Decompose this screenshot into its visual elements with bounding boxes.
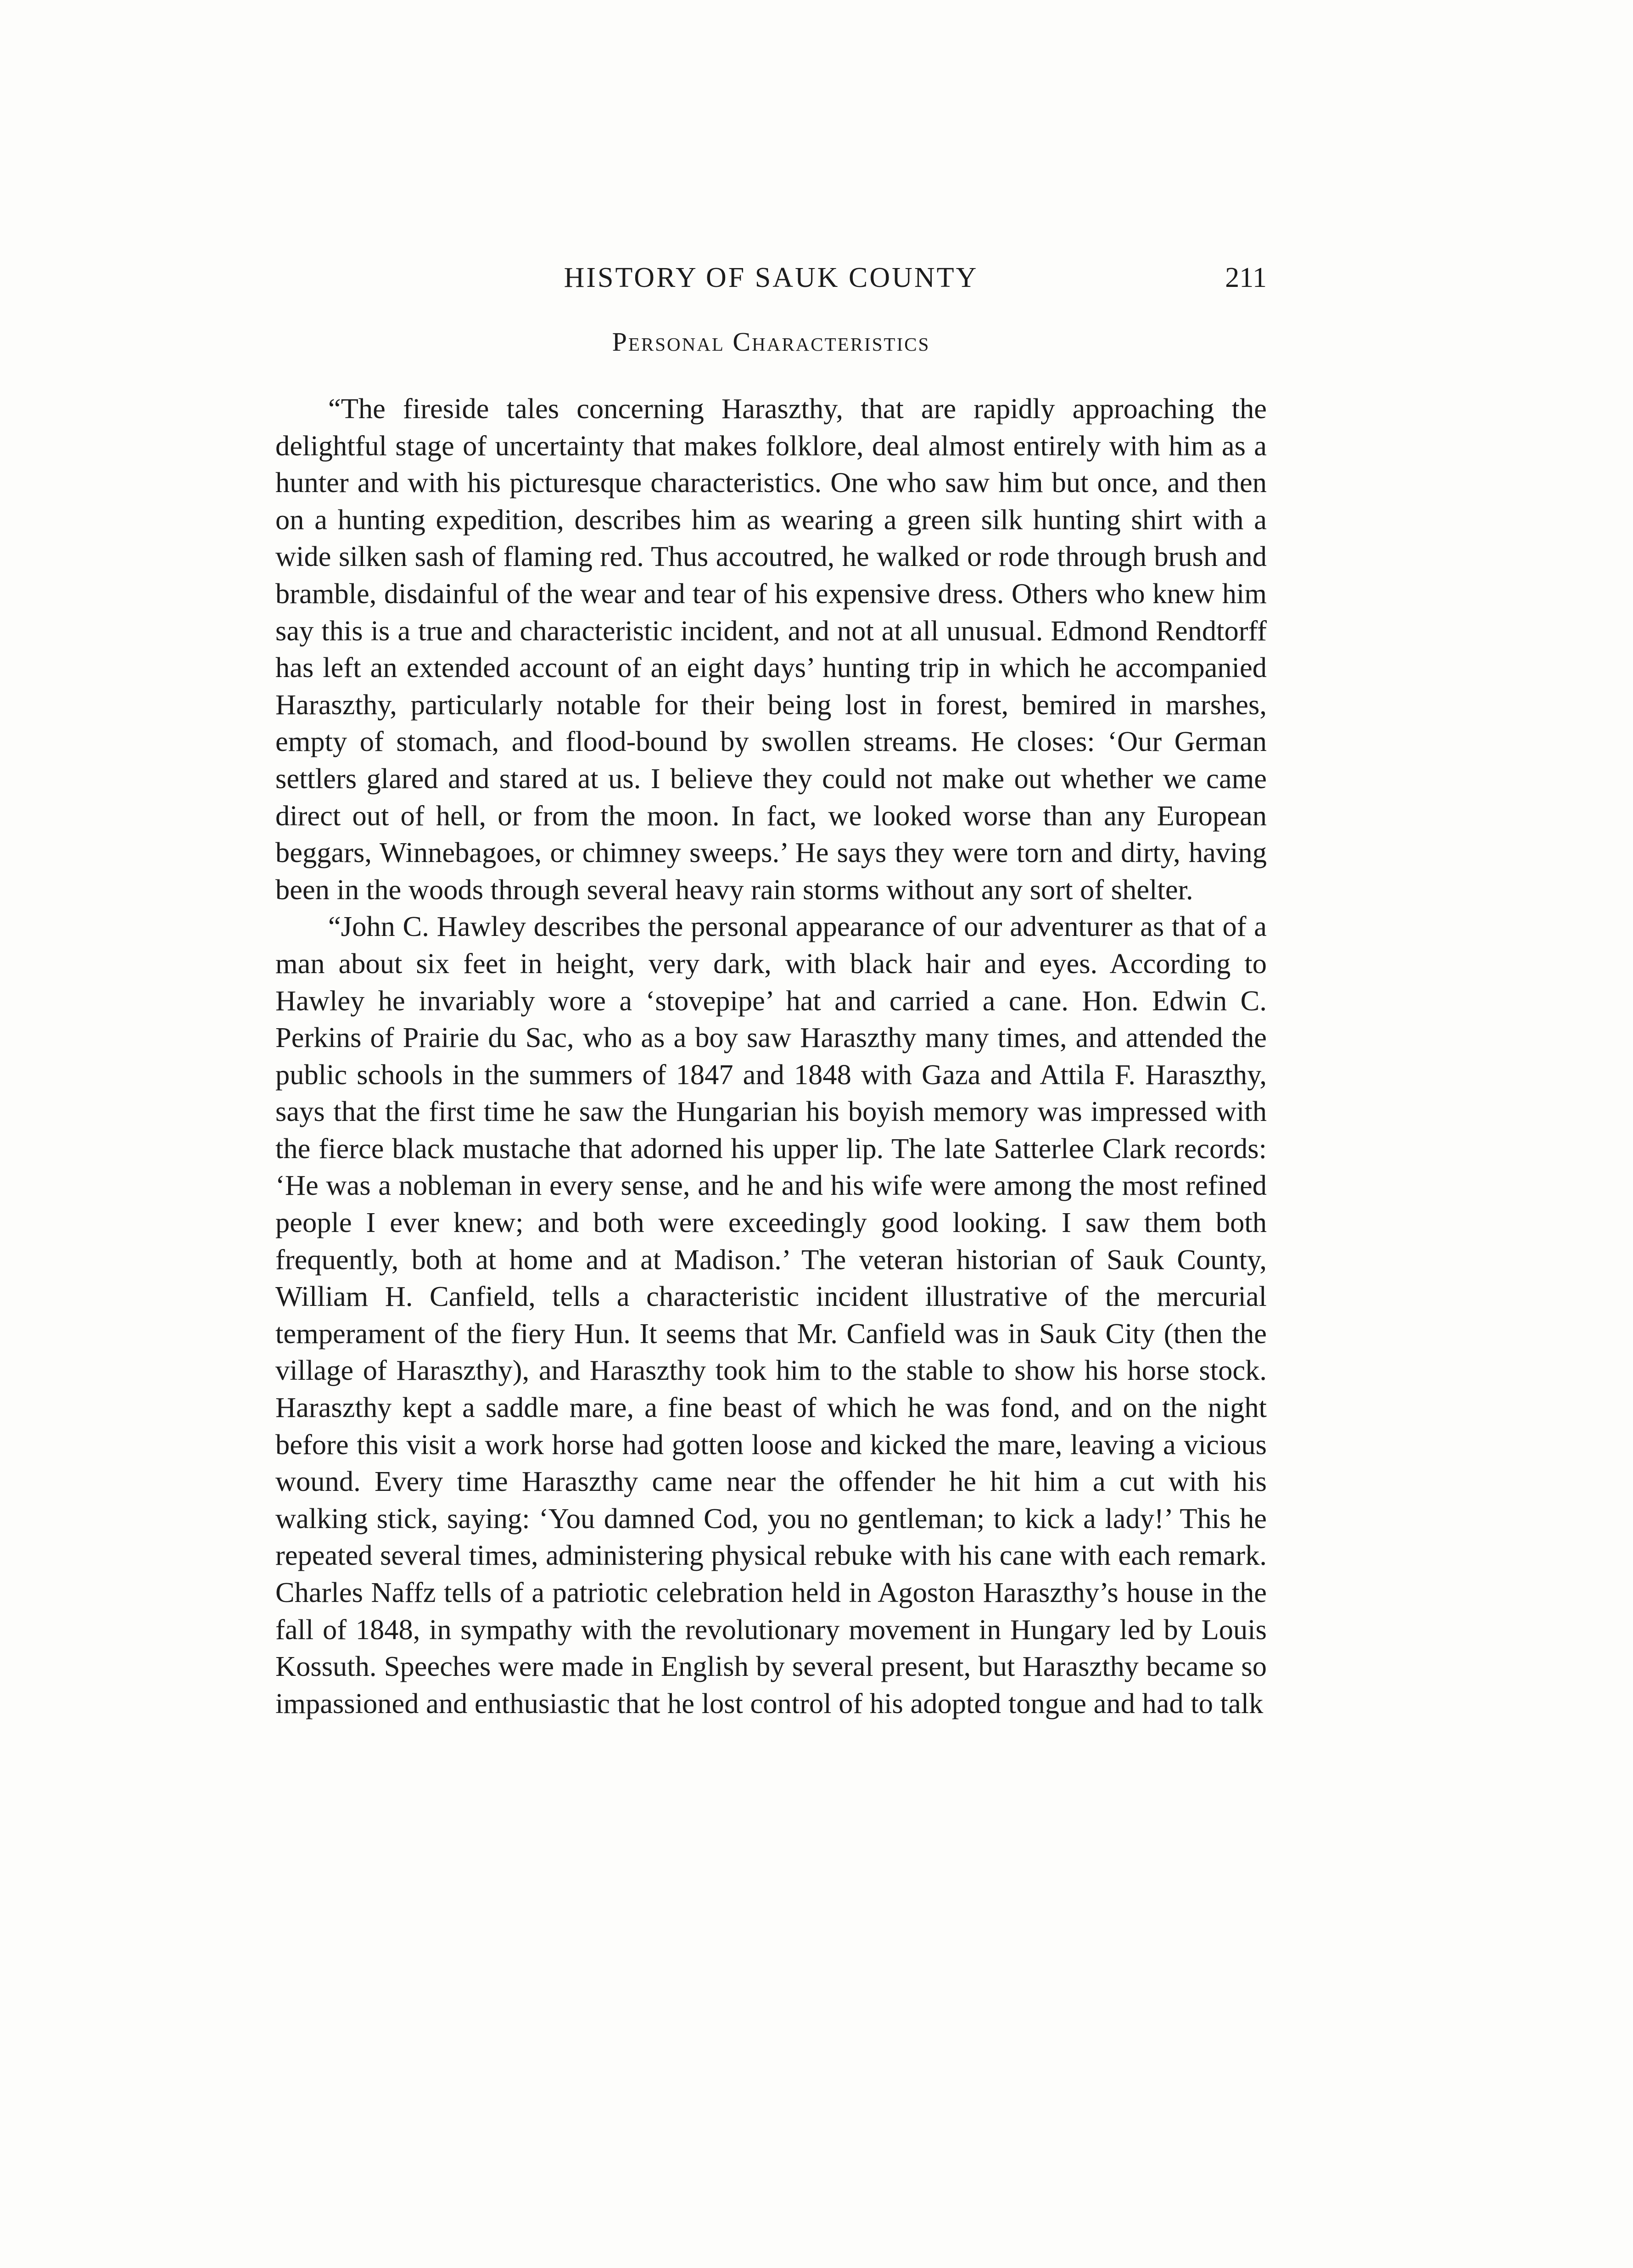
running-title: HISTORY OF SAUK COUNTY xyxy=(564,262,979,293)
running-head xyxy=(275,257,1267,298)
body-text xyxy=(275,390,1267,1722)
section-heading: Personal Characteristics xyxy=(612,327,930,357)
paragraph: “The fireside tales concerning Haraszthy, that are rapidly approaching the delightful stage of uncertainty that makes folklore, deal almost entirely with him as a hunter and with his picturesque characteristics. One who saw him but once, and then on a hunting expedition, describes him as wearing a green silk hunting shirt with a wide silken sash of flaming red. Thus accoutred, he walked or rode through brush and bramble, disdainful of the wear and tear of his expensive dress. Others who knew him say this is a true and characteristic incident, and not at all unusual. Edmond Rendtorff has left an extended account of an eight days’ hunting trip in which he accompanied Haraszthy, particularly notable for their being lost in forest, bemired in marshes, empty of stomach, and flood-bound by swollen streams. He closes: ‘Our German settlers glared and stared at us. I believe they could not make out whether we came direct out of hell, or from the moon. In fact, we looked worse than any European beggars, Winnebagoes, or chimney sweeps.’ He says they were torn and dirty, having been in the woods through several heavy rain storms without any sort of shelter. xyxy=(275,392,1267,906)
paragraph: “John C. Hawley describes the personal appearance of our adventurer as that of a man about six feet in height, very dark, with black hair and eyes. According to Hawley he invariably wore a ‘stovepipe’ hat and carried a cane. Hon. Edwin C. Perkins of Prairie du Sac, who as a boy saw Haraszthy many times, and attended the public schools in the summers of 1847 and 1848 with Gaza and Attila F. Haraszthy, says that the first time he saw the Hungarian his boyish memory was impressed with the fierce black mustache that adorned his upper lip. The late Satterlee Clark records: ‘He was a nobleman in every sense, and he and his wife were among the most refined people I ever knew; and both were exceedingly good looking. I saw them both frequently, both at home and at Madison.’ The veteran historian of Sauk County, William H. Canfield, tells a characteristic incident illustrative of the mercurial temperament of the fiery Hun. It seems that Mr. Canfield was in Sauk City (then the village of Haraszthy), and Haraszthy took him to the stable to show his horse stock. Haraszthy kept a saddle mare, a fine beast of which he was fond, and on the night before this visit a work horse had gotten loose and kicked the mare, leaving a vicious wound. Every time Haraszthy came near the offender he hit him a cut with his walking stick, saying: ‘You damned Cod, you no gentleman; to kick a lady!’ This he repeated several times, administering physical rebuke with his cane with each remark. Charles Naffz tells of a patriotic celebration held in Agoston Haraszthy’s house in the fall of 1848, in sympathy with the revolutionary movement in Hungary led by Louis Kossuth. Speeches were made in English by several present, but Haraszthy became so impassioned and enthusiastic that he lost control of his adopted tongue and had to talk xyxy=(275,910,1267,1719)
page-number: 211 xyxy=(1225,262,1267,293)
